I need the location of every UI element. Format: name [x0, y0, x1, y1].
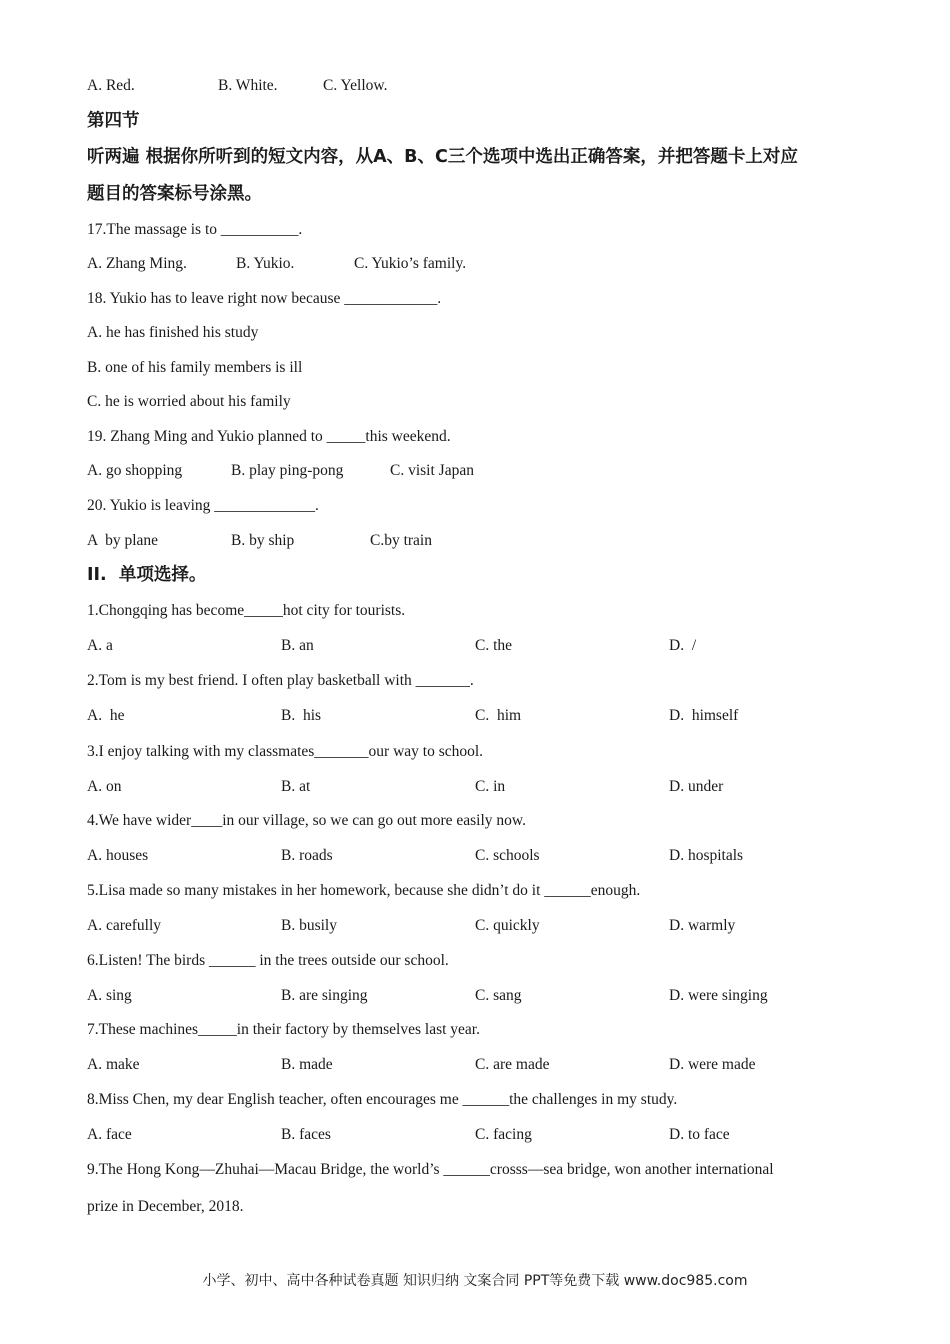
option-c: C.by train — [370, 532, 432, 549]
question-stem: 7.These machines_____in their factory by themselves last year. — [87, 1021, 480, 1038]
option-a: A. make — [87, 1056, 140, 1073]
option-a: A. he has finished his study — [87, 324, 259, 341]
question-stem: 8.Miss Chen, my dear English teacher, often encourages me ______the challenges in my study. — [87, 1091, 678, 1108]
option-b: B. Yukio. — [236, 255, 295, 272]
option-a: A. houses — [87, 847, 149, 864]
option-b: B. roads — [281, 847, 333, 864]
option-b: B. by ship — [231, 532, 295, 549]
question-stem: 17.The massage is to __________. — [87, 221, 303, 238]
option-d: D. himself — [669, 707, 739, 724]
option-b: B. his — [281, 707, 322, 724]
option-b: B. are singing — [281, 987, 368, 1004]
option-c: C. visit Japan — [390, 462, 474, 479]
q16-option-c: C. Yellow. — [323, 77, 388, 94]
option-b: B. faces — [281, 1126, 331, 1143]
option-b: B. an — [281, 637, 314, 654]
option-a: A by plane — [87, 532, 159, 549]
section2-title: II. 单项选择。 — [87, 565, 207, 585]
option-d: D. to face — [669, 1126, 730, 1143]
option-a: A. sing — [87, 987, 132, 1004]
option-b: B. busily — [281, 917, 337, 934]
question-stem: 4.We have wider____in our village, so we can go out more easily now. — [87, 812, 526, 829]
option-a: A. a — [87, 637, 113, 654]
option-b: B. one of his family members is ill — [87, 359, 303, 376]
question-stem: 5.Lisa made so many mistakes in her homework, because she didn’t do it ______enough. — [87, 882, 641, 899]
option-d: D. warmly — [669, 917, 736, 934]
option-d: D. under — [669, 778, 724, 795]
q16-option-a: A. Red. — [87, 77, 135, 94]
option-b: B. play ping-pong — [231, 462, 344, 479]
question-stem: 3.I enjoy talking with my classmates_______our way to school. — [87, 743, 484, 760]
option-a: A. face — [87, 1126, 132, 1143]
question-stem: 2.Tom is my best friend. I often play basketball with _______. — [87, 672, 474, 689]
option-c: C. sang — [475, 987, 522, 1004]
option-c: C. schools — [475, 847, 540, 864]
question-stem: 6.Listen! The birds ______ in the trees outside our school. — [87, 952, 449, 969]
option-a: A. on — [87, 778, 122, 795]
question-stem: 1.Chongqing has become_____hot city for tourists. — [87, 602, 406, 619]
option-c: C. Yukio’s family. — [354, 255, 467, 272]
question-stem: 18. Yukio has to leave right now because ____________. — [87, 290, 442, 307]
page-footer: 小学、初中、高中各种试卷真题 知识归纳 文案合同 PPT等免费下载 www.doc985.com — [202, 1273, 748, 1289]
option-c: C. him — [475, 707, 522, 724]
option-a: A. carefully — [87, 917, 162, 934]
option-b: B. made — [281, 1056, 333, 1073]
section-instruction-line2: 题目的答案标号涂黑。 — [87, 184, 262, 204]
option-b: B. at — [281, 778, 311, 795]
option-a: A. go shopping — [87, 462, 183, 479]
option-d: D. were made — [669, 1056, 756, 1073]
question-stem-continued: prize in December, 2018. — [87, 1198, 244, 1215]
option-a: A. Zhang Ming. — [87, 255, 187, 272]
option-c: C. are made — [475, 1056, 550, 1073]
option-c: C. the — [475, 637, 513, 654]
option-a: A. he — [87, 707, 125, 724]
question-stem: 9.The Hong Kong—Zhuhai—Macau Bridge, the world’s ______crosss—sea bridge, won another international — [87, 1161, 774, 1178]
option-c: C. in — [475, 778, 506, 795]
question-stem: 19. Zhang Ming and Yukio planned to _____this weekend. — [87, 428, 451, 445]
option-d: D. hospitals — [669, 847, 744, 864]
option-d: D. / — [669, 637, 697, 654]
option-c: C. facing — [475, 1126, 532, 1143]
question-stem: 20. Yukio is leaving _____________. — [87, 497, 319, 514]
section-instruction-line1: 听两遍 根据你所听到的短文内容，从A、B、C三个选项中选出正确答案，并把答题卡上对应 — [87, 147, 798, 167]
option-d: D. were singing — [669, 987, 768, 1004]
q16-option-b: B. White. — [218, 77, 278, 94]
option-c: C. he is worried about his family — [87, 393, 291, 410]
option-c: C. quickly — [475, 917, 540, 934]
section-title: 第四节 — [87, 111, 140, 131]
